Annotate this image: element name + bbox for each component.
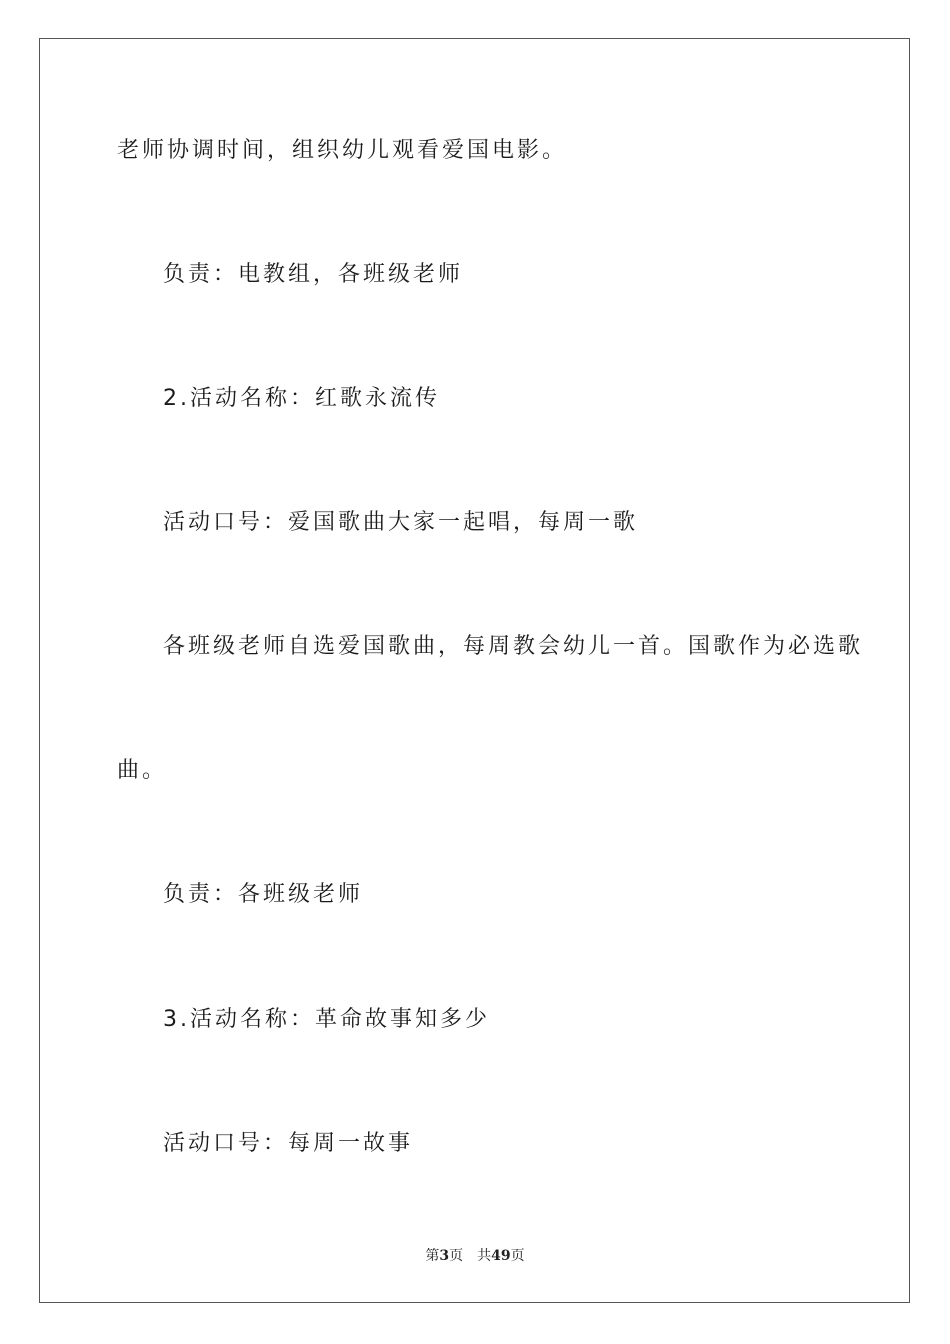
footer-total-prefix: 共	[477, 1248, 492, 1264]
section-heading: 2.活动名称：红歌永流传	[163, 386, 440, 411]
footer-page-prefix: 第	[425, 1248, 440, 1264]
body-paragraph-line: 各班级老师自选爱国歌曲，每周教会幼儿一首。国歌作为必选歌	[163, 634, 864, 659]
page-footer	[0, 1246, 950, 1266]
footer-page-current: 3	[439, 1248, 450, 1264]
footer-page-total: 49	[491, 1248, 511, 1264]
body-paragraph-line: 活动口号：每周一故事	[163, 1131, 414, 1156]
body-paragraph-line: 负责：电教组，各班级老师	[163, 262, 464, 287]
footer-page-suffix: 页	[449, 1248, 464, 1264]
page-border	[39, 38, 910, 1303]
body-paragraph-line: 负责：各班级老师	[163, 882, 364, 907]
body-paragraph-line: 活动口号：爱国歌曲大家一起唱，每周一歌	[163, 510, 639, 535]
section-heading: 3.活动名称：革命故事知多少	[163, 1007, 490, 1032]
footer-total-suffix: 页	[510, 1248, 525, 1264]
body-paragraph-line: 老师协调时间，组织幼儿观看爱国电影。	[117, 138, 568, 163]
body-paragraph-line: 曲。	[117, 758, 168, 783]
